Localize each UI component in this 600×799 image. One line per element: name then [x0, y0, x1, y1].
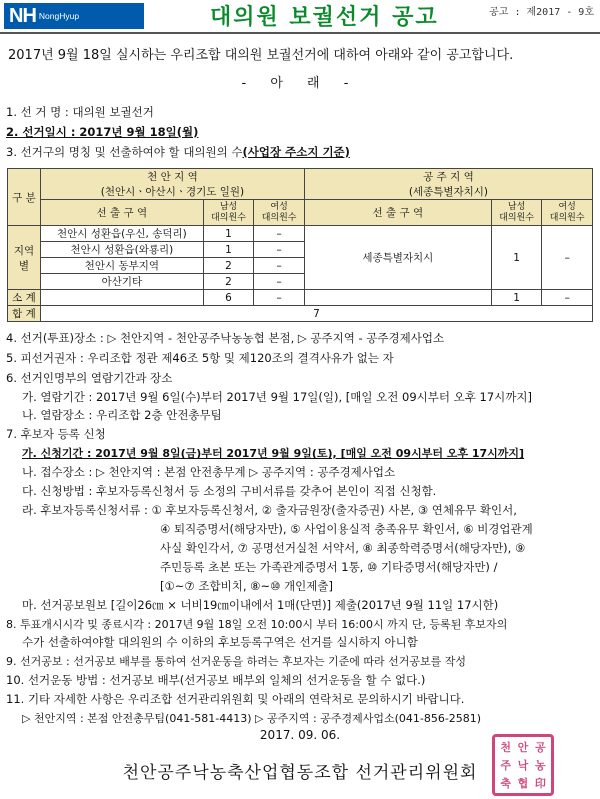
th-female-g: 여성 대의원수 [542, 200, 593, 226]
item-3-basis: (사업장 주소지 기준) [242, 145, 350, 159]
item-5: 5. 피선거권자 : 우리조합 정관 제46조 5항 및 제120조의 결격사유가 없는 자 [6, 351, 394, 365]
th-gubun: 구 분 [8, 169, 41, 226]
th-cheonan [40, 169, 304, 200]
header-divider [0, 32, 600, 34]
th-cheonan-sub: (천안시ㆍ아산시ㆍ경기도 일원) [100, 186, 245, 198]
item-7d-line1: 라. 후보자등록신청서류 : ① 후보자등록신청서, ② 출자금원장(출자증권) 사본, ③ 연체유무 확인서, [22, 503, 517, 517]
district-cell: 천안시 동부지역 [40, 258, 203, 274]
item-6a: 가. 열람기간 : 2017년 9월 6일(수)부터 2017년 9월 17일(일), [매일 오전 09시부터 오후 17시까지] [22, 390, 532, 404]
subtotal-g-male: 1 [491, 290, 542, 306]
logo-main-text: NH [9, 4, 36, 27]
th-district-g: 선 출 구 역 [304, 200, 491, 226]
male-cell: 1 [203, 242, 254, 258]
subtotal-g-district [304, 290, 491, 306]
item-6b: 나. 열람장소 : 우리조합 2층 안전총무팀 [22, 408, 222, 422]
item-8-line1: 8. 투표개시시각 및 종료시각 : 2017년 9월 18일 오전 10:00시 부터 16:00시 까지 단, 등록된 후보자의 [6, 618, 508, 631]
district-table [7, 168, 593, 322]
item-7c: 다. 신청방법 : 후보자등록신청서 등 소정의 구비서류를 갖추어 본인이 직접 신청함. [22, 484, 437, 498]
male-cell: 2 [203, 258, 254, 274]
th-cheonan-label: 천 안 지 역 [147, 171, 198, 183]
notice-number: 공고 : 제2017 - 9호 [489, 7, 594, 18]
item-7b: 나. 접수장소 : ▷ 천안지역 : 본점 안전총무계 ▷ 공주지역 : 공주경제사업소 [22, 465, 396, 479]
gongju-female-cell: – [542, 226, 593, 290]
th-male-g: 남성 대의원수 [491, 200, 542, 226]
item-8-line2: 수가 선출하여야할 대의원의 수 이하의 후보등록구역은 선거를 실시하지 아니함 [22, 635, 418, 649]
total-label: 합 계 [8, 306, 41, 322]
intro-text: 2017년 9월 18일 실시하는 우리조합 대의원 보궐선거에 대하여 아래와 같이 공고합니다. [8, 48, 514, 63]
item-7d-line3: 사실 확인각서, ⑦ 공명선거실천 서약서, ⑧ 최종학력증명서(해당자만), ⑨ [160, 541, 526, 555]
item-7d-line2: ④ 퇴직증명서(해당자만), ⑤ 사업이용실적 충족유무 확인서, ⑥ 비경업관계 [160, 522, 533, 536]
item-7e: 마. 선거공보원보 [길이26㎝ × 너비19㎝이내에서 1매(단면)] 제출(2017년 9월 11일 17시한) [22, 598, 499, 612]
district-cell: 천안시 성환읍(와룡리) [40, 242, 203, 258]
item-4: 4. 선거(투표)장소 : ▷ 천안지역 - 천안공주낙농농협 본점, ▷ 공주지역 - 공주경제사업소 [6, 331, 445, 345]
section-marker: - 아 래 - [241, 76, 359, 91]
female-cell: – [254, 242, 305, 258]
issuing-organization: 천안공주낙농축산업협동조합 선거관리위원회 [122, 763, 478, 783]
subtotal-c-district [40, 290, 203, 306]
gongju-male-cell: 1 [491, 226, 542, 290]
male-cell: 1 [203, 226, 254, 242]
th-district-c: 선 출 구 역 [40, 200, 203, 226]
female-cell: – [254, 274, 305, 290]
item-7a: 가. 신청기간 : 2017년 9월 8일(금)부터 2017년 9월 9일(토), [매일 오전 09시부터 오후 17시까지] [22, 447, 525, 460]
page-title: 대의원 보궐선거 공고 [210, 4, 439, 30]
item-11a: ▷ 천안지역 : 본점 안전총무팀(041-581-4413) ▷ 공주지역 : 공주경제사업소(041-856-2581) [22, 712, 482, 725]
notice-date: 2017. 09. 06. [259, 728, 341, 742]
th-male-c: 남성 대의원수 [203, 200, 254, 226]
total-value: 7 [40, 306, 592, 322]
item-3 [6, 144, 350, 160]
item-1: 1. 선 거 명 : 대의원 보궐선거 [6, 105, 154, 119]
header [0, 0, 600, 34]
gongju-district-cell: 세종특별자치시 [304, 226, 491, 290]
item-3-text: 3. 선거구의 명칭 및 선출하여야 할 대의원의 수 [6, 145, 243, 159]
male-cell: 2 [203, 274, 254, 290]
item-11: 11. 기타 자세한 사항은 우리조합 선거관리위원회 및 아래의 연락처로 문의하시기 바랍니다. [6, 692, 465, 706]
item-9: 9. 선거공보 : 선거공보 배부를 통하여 선거운동을 하려는 후보자는 기준에 따라 선거공보를 작성 [6, 655, 466, 668]
district-cell: 아산기타 [40, 274, 203, 290]
subtotal-g-female: – [542, 290, 593, 306]
item-6: 6. 선거인명부의 열람기간과 장소 [6, 371, 173, 385]
item-7: 7. 후보자 등록 신청 [6, 427, 106, 441]
female-cell: – [254, 226, 305, 242]
nh-logo [4, 3, 144, 29]
official-seal: 천 안 공 주 낙 농 축 협 印 [492, 734, 554, 796]
th-female-c: 여성 대의원수 [254, 200, 305, 226]
item-7d-line5: [①~⑦ 조합비치, ⑧~⑩ 개인제출] [160, 579, 333, 593]
th-gongju [304, 169, 592, 200]
item-7d-line4: 주민등록 초본 또는 가족관계증명서 1통, ⑩ 기타증명서(해당자만) / [160, 560, 498, 574]
subtotal-label: 소 계 [8, 290, 41, 306]
female-cell: – [254, 258, 305, 274]
th-gongju-label: 공 주 지 역 [423, 171, 474, 183]
th-gongju-sub: (세종특별자치시) [408, 186, 489, 198]
logo-sub-text: NongHyup [38, 11, 80, 21]
row-group-label: 지역별 [8, 226, 41, 290]
district-cell: 천안시 성환읍(우신, 송덕리) [40, 226, 203, 242]
item-10: 10. 선거운동 방법 : 선거공보 배부(선거공보 배부외 일체의 선거운동을 할 수 없다.) [6, 673, 426, 687]
subtotal-c-female: – [254, 290, 305, 306]
item-2: 2. 선거일시 : 2017년 9월 18일(월) [6, 125, 199, 139]
subtotal-c-male: 6 [203, 290, 254, 306]
